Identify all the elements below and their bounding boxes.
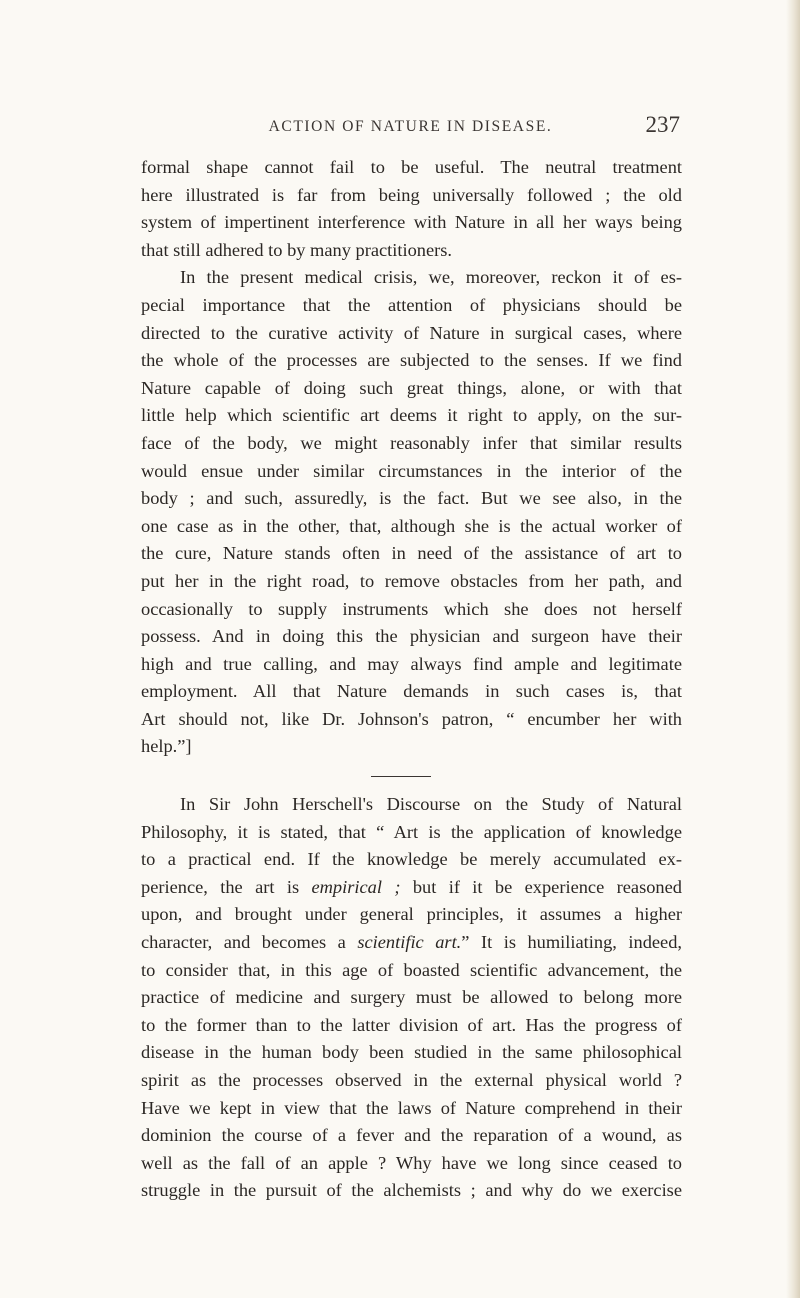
italic-term: empirical ; xyxy=(311,876,401,897)
text-line: well as the fall of an apple ? Why have we long since ceased to xyxy=(141,1152,682,1173)
text-line: body ; and such, assuredly, is the fact. But we see also, in the xyxy=(141,488,682,509)
text-line: face of the body, we might reasonably infer that similar results xyxy=(141,432,682,453)
text-line: Nature capable of doing such great things, alone, or with that xyxy=(141,377,682,398)
text-line: Have we kept in view that the laws of Nature comprehend in their xyxy=(141,1097,682,1118)
text-line: employment. All that Nature demands in such cases is, that xyxy=(141,681,682,702)
text-line: possess. And in doing this the physician and surgeon have their xyxy=(141,626,682,647)
text-line: upon, and brought under general principles, it assumes a higher xyxy=(141,904,682,925)
text-line: that still adhered to by many practitioners. xyxy=(141,239,453,260)
paragraph-1 xyxy=(141,154,682,264)
page-edge-shadow xyxy=(786,0,800,1298)
italic-term: scientific art. xyxy=(357,932,462,953)
body-text xyxy=(141,154,682,1205)
text-line: In the present medical crisis, we, moreover, reckon it of es- xyxy=(180,267,682,288)
text-run: perience, the art is xyxy=(141,876,312,897)
text-line: Art should not, like Dr. Johnson's patron, “ encumber her with xyxy=(141,708,682,729)
text-line: to the former than to the latter division of art. Has the progress of xyxy=(141,1014,682,1035)
text-line: Philosophy, it is stated, that “ Art is the application of knowledge xyxy=(141,821,682,842)
text-line: In Sir John Herschell's Discourse on the Study of Natural xyxy=(180,794,682,815)
text-run: but if it be experience reasoned xyxy=(400,876,682,897)
paragraph-3 xyxy=(141,791,682,1205)
section-divider xyxy=(371,776,431,777)
page-number: 237 xyxy=(645,112,680,137)
text-line: to a practical end. If the knowledge be merely accumulated ex- xyxy=(141,849,682,870)
text-line: formal shape cannot fail to be useful. The neutral treatment xyxy=(141,157,682,177)
text-run: ” It is humiliating, indeed, xyxy=(461,932,682,953)
text-line: pecial importance that the attention of physicians should be xyxy=(141,294,682,315)
text-line: high and true calling, and may always find ample and legitimate xyxy=(141,653,682,674)
text-line: struggle in the pursuit of the alchemists ; and why do we exercise xyxy=(141,1180,682,1201)
text-line: one case as in the other, that, although she is the actual worker of xyxy=(141,515,682,536)
text-line: occasionally to supply instruments which she does not herself xyxy=(141,598,682,619)
running-title: ACTION OF NATURE IN DISEASE. xyxy=(268,118,553,135)
text-line: would ensue under similar circumstances in the interior of the xyxy=(141,460,682,481)
text-line: help.”] xyxy=(141,736,192,757)
text-line: the whole of the processes are subjected to the senses. If we find xyxy=(141,350,682,371)
text-line: dominion the course of a fever and the reparation of a wound, as xyxy=(141,1125,682,1146)
text-line: spirit as the processes observed in the external physical world ? xyxy=(141,1070,682,1090)
text-line: practice of medicine and surgery must be allowed to belong more xyxy=(141,987,682,1008)
text-run: character, and becomes a xyxy=(141,932,358,953)
text-line xyxy=(141,929,682,957)
text-line: little help which scientific art deems it right to apply, on the sur- xyxy=(141,405,682,426)
text-line: put her in the right road, to remove obstacles from her path, and xyxy=(141,570,682,591)
page-header xyxy=(141,112,680,142)
text-line: directed to the curative activity of Nature in surgical cases, where xyxy=(141,322,682,343)
text-line xyxy=(141,874,682,902)
text-line: disease in the human body been studied in the same philosophical xyxy=(141,1042,682,1063)
text-line: the cure, Nature stands often in need of the assistance of art to xyxy=(141,543,682,564)
paragraph-2 xyxy=(141,264,682,761)
text-line: here illustrated is far from being universally followed ; the old xyxy=(141,184,682,205)
text-line: system of impertinent interference with Nature in all her ways being xyxy=(141,212,682,233)
text-line: to consider that, in this age of boasted scientific advancement, the xyxy=(141,959,682,980)
section-divider-row xyxy=(141,761,682,791)
